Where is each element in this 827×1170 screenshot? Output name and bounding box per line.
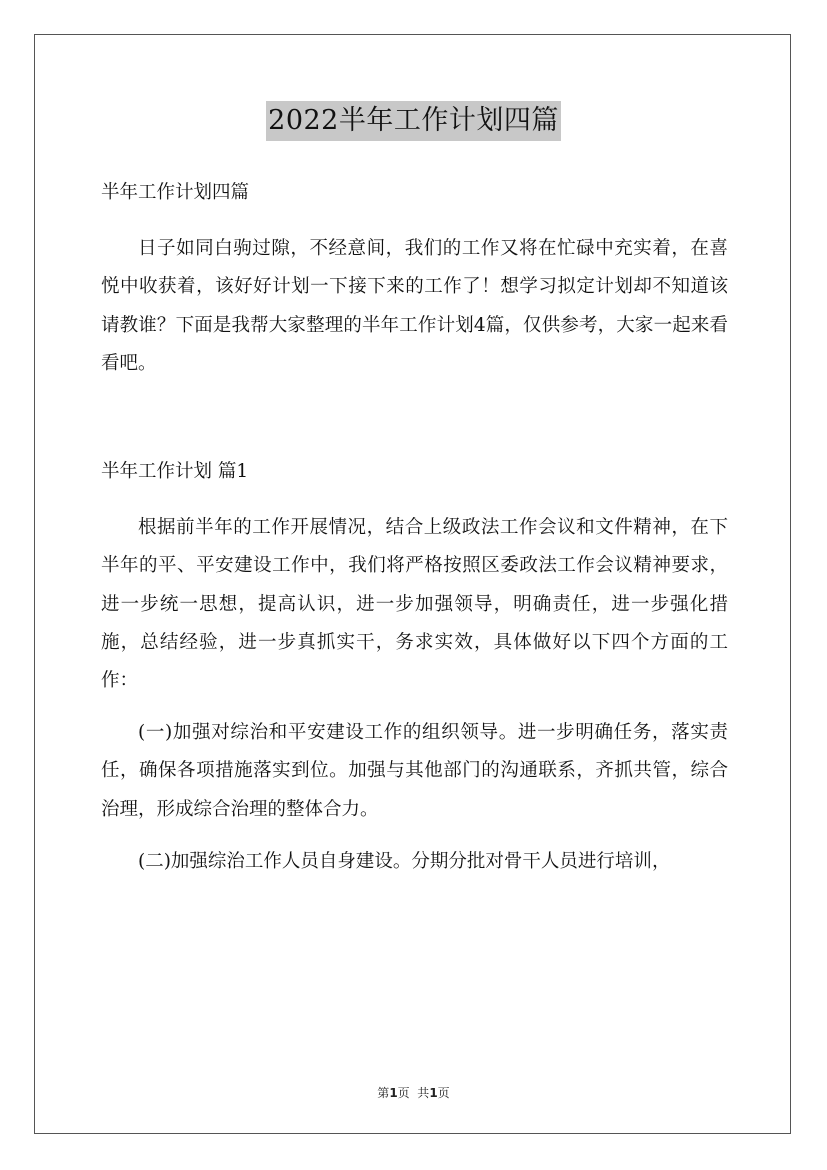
- body-paragraph: (二)加强综治工作人员自身建设。分期分批对骨干人员进行培训，: [138, 850, 671, 872]
- document-subtitle: 半年工作计划四篇: [101, 182, 250, 203]
- document-title: 2022半年工作计划四篇: [266, 101, 561, 141]
- footer-page-total: 1: [429, 1086, 438, 1100]
- document-body: [101, 174, 728, 881]
- page-footer: [0, 1084, 827, 1101]
- section-heading: 半年工作计划 篇1: [101, 461, 249, 483]
- footer-page-mid: 页 共: [397, 1086, 430, 1100]
- footer-page-suffix: 页: [437, 1086, 450, 1100]
- footer-page-prefix: 第: [377, 1086, 390, 1100]
- footer-page-current: 1: [389, 1086, 398, 1100]
- body-paragraph: (一)加强对综治和平安建设工作的组织领导。进一步明确任务，落实责任，确保各项措施落实到位。加强与其他部门的沟通联系，齐抓共管，综合治理，形成综合治理的整体合力。: [101, 722, 728, 820]
- body-paragraph: 根据前半年的工作开展情况，结合上级政法工作会议和文件精神，在下半年的平、平安建设工作中，我们将严格按照区委政法工作会议精神要求，进一步统一思想，提高认识，进一步加强领导，明确责任，进一步强化措施，总结经验，进一步真抓实干，务求实效，具体做好以下四个方面的工作：: [101, 517, 728, 692]
- title-container: [0, 101, 827, 141]
- intro-paragraph: 日子如同白驹过隙，不经意间，我们的工作又将在忙碌中充实着，在喜悦中收获着，该好好计划一下接下来的工作了！想学习拟定计划却不知道该请教谁？下面是我帮大家整理的半年工作计划4篇，仅供参考，大家一起来看看吧。: [101, 238, 728, 374]
